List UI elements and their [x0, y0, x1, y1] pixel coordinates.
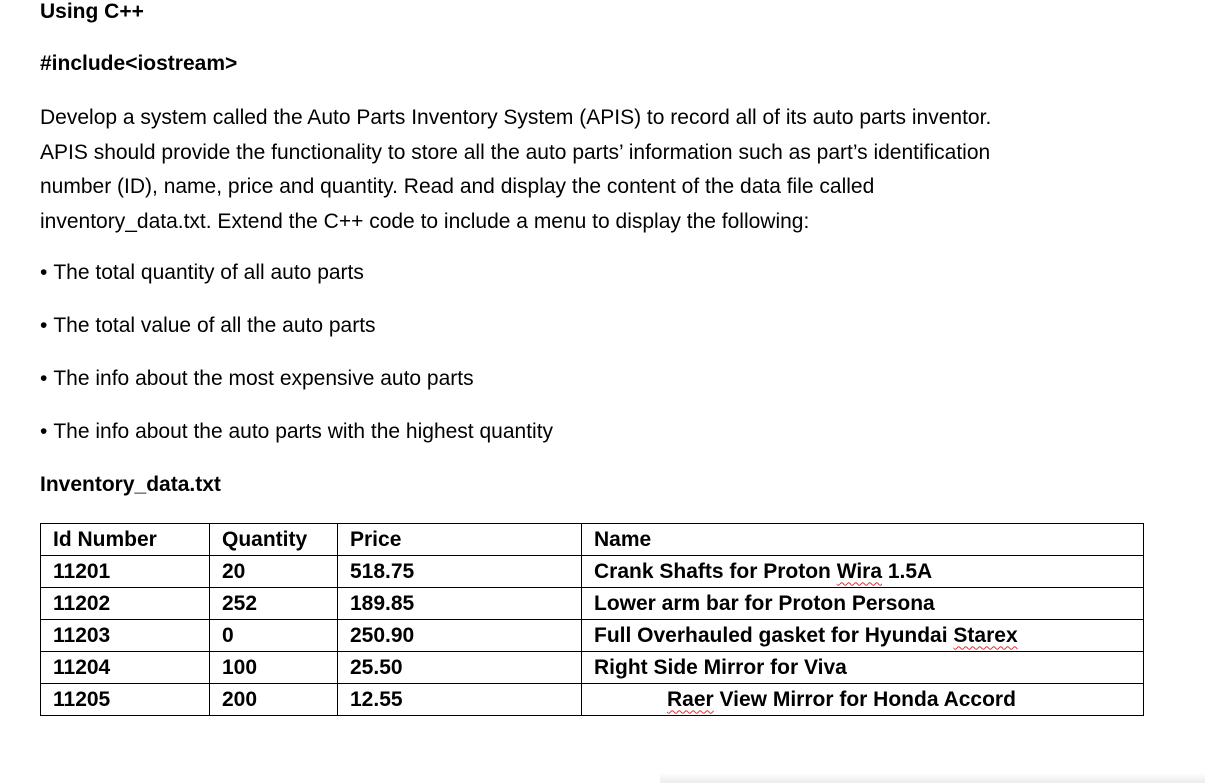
paragraph-line: APIS should provide the functionality to store all the auto parts’ information such as part’s identification [40, 140, 991, 164]
bullet-text: The total quantity of all auto parts [53, 261, 364, 284]
cell-id: 11201 [41, 556, 210, 588]
bullet-text: The info about the auto parts with the highest quantity [53, 420, 554, 443]
bullet-dot: • [40, 314, 48, 337]
inventory-table [40, 523, 1144, 716]
description-paragraph [40, 101, 1150, 239]
bullet-dot: • [40, 261, 48, 284]
cell-quantity: 0 [210, 620, 338, 652]
table-row [41, 684, 1144, 716]
cell-price: 12.55 [338, 684, 582, 716]
cell-quantity: 252 [210, 588, 338, 620]
cell-price: 250.90 [338, 620, 582, 652]
cell-quantity: 20 [210, 556, 338, 588]
cell-price: 25.50 [338, 652, 582, 684]
bullet-text: The total value of all the auto parts [53, 314, 376, 337]
paragraph-line: inventory_data.txt. Extend the C++ code to include a menu to display the following: [40, 209, 810, 233]
name-text: Full Overhauled gasket for Hyundai [594, 623, 954, 647]
cell-id: 11204 [41, 652, 210, 684]
name-text: Lower arm bar for Proton Persona [594, 591, 935, 615]
bullet-item [40, 420, 553, 444]
page-edge-shadow [660, 773, 1205, 783]
cell-price: 189.85 [338, 588, 582, 620]
heading: Using C++ [40, 0, 144, 23]
header-id: Id Number [41, 524, 210, 556]
name-text: Right Side Mirror for Viva [594, 655, 847, 679]
cell-quantity: 200 [210, 684, 338, 716]
cell-name [582, 684, 1144, 716]
table-header-row [41, 524, 1144, 556]
table-row [41, 620, 1144, 652]
paragraph-line: number (ID), name, price and quantity. Read and display the content of the data file called [40, 175, 875, 198]
cell-name [582, 620, 1144, 652]
bullet-item [40, 314, 376, 338]
bullet-item [40, 261, 364, 285]
include-line: #include<iostream> [40, 52, 238, 75]
header-name: Name [582, 524, 1144, 556]
header-quantity: Quantity [210, 524, 338, 556]
cell-id: 11205 [41, 684, 210, 716]
bullet-dot: • [40, 420, 48, 443]
cell-name [582, 588, 1144, 620]
table-row [41, 652, 1144, 684]
cell-name [582, 556, 1144, 588]
bullet-item [40, 367, 474, 391]
cell-name [582, 652, 1144, 684]
spellcheck-word: Wira [836, 559, 883, 583]
bullet-text: The info about the most expensive auto parts [53, 367, 474, 390]
name-text: View Mirror for Honda Accord [713, 687, 1016, 711]
name-text: 1.5A [882, 559, 933, 583]
spellcheck-word: Raer [667, 687, 714, 711]
cell-quantity: 100 [210, 652, 338, 684]
table-row [41, 556, 1144, 588]
cell-price: 518.75 [338, 556, 582, 588]
table-row [41, 588, 1144, 620]
header-price: Price [338, 524, 582, 556]
cell-id: 11202 [41, 588, 210, 620]
paragraph-line: Develop a system called the Auto Parts Inventory System (APIS) to record all of its auto parts inventor. [40, 106, 992, 129]
name-text: Crank Shafts for Proton [594, 559, 837, 583]
spellcheck-word: Starex [953, 623, 1018, 647]
bullet-dot: • [40, 367, 48, 390]
file-title: Inventory_data.txt [40, 473, 221, 496]
cell-id: 11203 [41, 620, 210, 652]
